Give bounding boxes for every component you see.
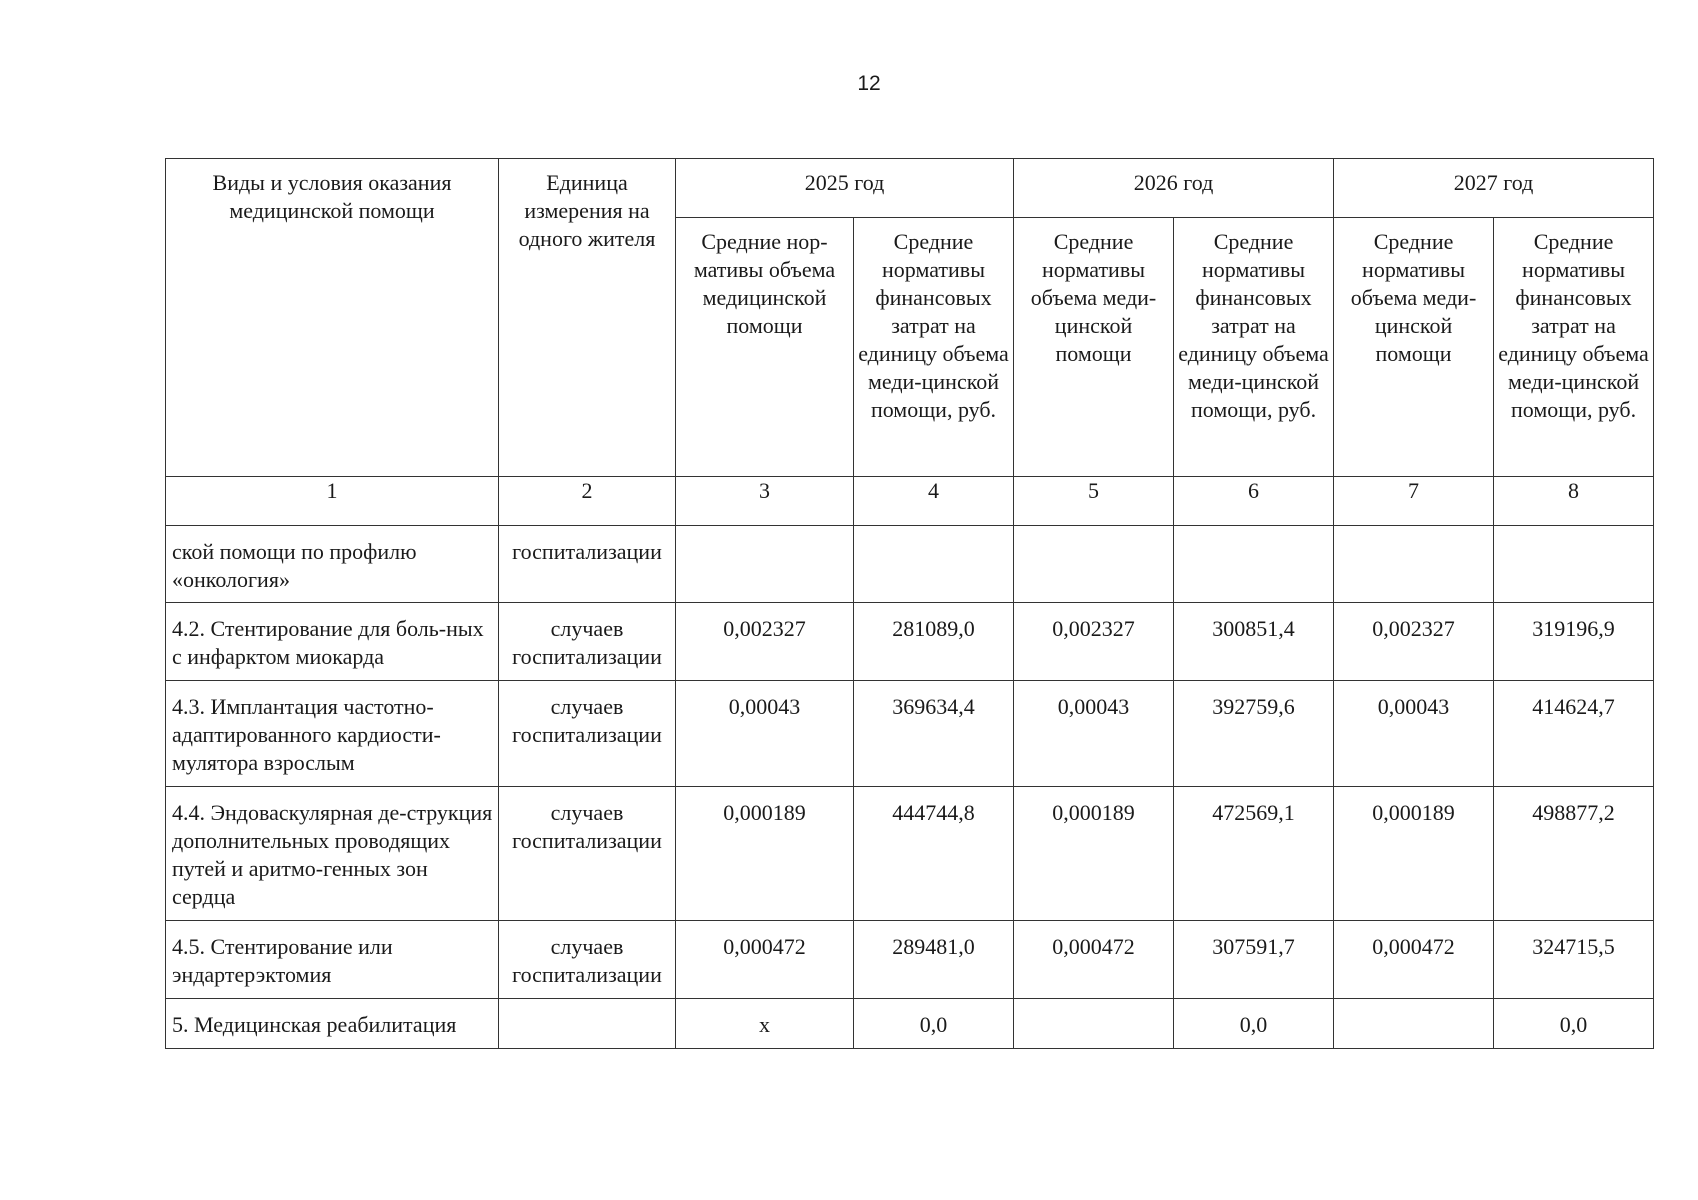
value-cell: х <box>676 999 854 1049</box>
value-cell: 0,00043 <box>1334 681 1494 787</box>
header-kinds-of-care: Виды и условия оказания медицинской помощи <box>166 159 499 477</box>
value-cell: 369634,4 <box>854 681 1014 787</box>
value-cell: 0,000472 <box>1334 921 1494 999</box>
table-row <box>166 603 1654 681</box>
value-cell: 0,000472 <box>676 921 854 999</box>
unit-cell <box>499 999 676 1049</box>
value-cell <box>1014 526 1174 603</box>
column-number: 4 <box>854 477 1014 526</box>
care-type-name: 4.2. Стентирование для боль-ных с инфарктом миокарда <box>166 603 499 681</box>
care-type-name: 4.5. Стентирование или эндартерэктомия <box>166 921 499 999</box>
value-cell <box>1494 526 1654 603</box>
value-cell: 392759,6 <box>1174 681 1334 787</box>
table-row <box>166 526 1654 603</box>
value-cell: 444744,8 <box>854 787 1014 921</box>
value-cell <box>1334 526 1494 603</box>
table-row <box>166 681 1654 787</box>
care-type-name: ской помощи по профилю «онкология» <box>166 526 499 603</box>
header-year-2027: 2027 год <box>1334 159 1654 218</box>
table-row <box>166 921 1654 999</box>
value-cell <box>676 526 854 603</box>
norms-table <box>165 158 1654 1049</box>
value-cell: 414624,7 <box>1494 681 1654 787</box>
column-number: 3 <box>676 477 854 526</box>
unit-cell: госпитализации <box>499 526 676 603</box>
value-cell: 324715,5 <box>1494 921 1654 999</box>
column-number: 5 <box>1014 477 1174 526</box>
value-cell <box>1174 526 1334 603</box>
value-cell: 0,002327 <box>676 603 854 681</box>
care-type-name: 4.3. Имплантация частотно-адаптированного кардиости-мулятора взрослым <box>166 681 499 787</box>
unit-cell: случаев госпитализации <box>499 603 676 681</box>
value-cell: 289481,0 <box>854 921 1014 999</box>
unit-cell: случаев госпитализации <box>499 681 676 787</box>
header-unit-per-resident: Единица измерения на одного жителя <box>499 159 676 477</box>
value-cell: 472569,1 <box>1174 787 1334 921</box>
care-type-name: 5. Медицинская реабилитация <box>166 999 499 1049</box>
value-cell: 0,0 <box>1174 999 1334 1049</box>
value-cell <box>854 526 1014 603</box>
value-cell: 0,0 <box>854 999 1014 1049</box>
header-cost-2025: Средние нормативы финансовых затрат на единицу объема меди-цинской помощи, руб. <box>854 218 1014 477</box>
value-cell: 307591,7 <box>1174 921 1334 999</box>
value-cell: 0,00043 <box>1014 681 1174 787</box>
header-volume-2027: Средние нормативы объема меди-цинской помощи <box>1334 218 1494 477</box>
header-volume-2026: Средние нормативы объема меди-цинской помощи <box>1014 218 1174 477</box>
value-cell: 0,002327 <box>1334 603 1494 681</box>
header-year-2025: 2025 год <box>676 159 1014 218</box>
header-cost-2027: Средние нормативы финансовых затрат на единицу объема меди-цинской помощи, руб. <box>1494 218 1654 477</box>
value-cell: 0,000472 <box>1014 921 1174 999</box>
value-cell: 0,002327 <box>1014 603 1174 681</box>
table-row <box>166 999 1654 1049</box>
column-number: 2 <box>499 477 676 526</box>
column-number: 6 <box>1174 477 1334 526</box>
value-cell: 0,000189 <box>1014 787 1174 921</box>
value-cell: 0,00043 <box>676 681 854 787</box>
column-number-row <box>166 477 1654 526</box>
column-number: 8 <box>1494 477 1654 526</box>
column-number: 7 <box>1334 477 1494 526</box>
value-cell: 281089,0 <box>854 603 1014 681</box>
care-type-name: 4.4. Эндоваскулярная де-струкция дополнительных проводящих путей и аритмо-генных зон сердца <box>166 787 499 921</box>
header-cost-2026: Средние нормативы финансовых затрат на единицу объема меди-цинской помощи, руб. <box>1174 218 1334 477</box>
value-cell: 498877,2 <box>1494 787 1654 921</box>
page-number: 12 <box>857 72 881 95</box>
table-row <box>166 787 1654 921</box>
value-cell: 300851,4 <box>1174 603 1334 681</box>
header-volume-2025: Средние нор-мативы объема медицинской помощи <box>676 218 854 477</box>
column-number: 1 <box>166 477 499 526</box>
unit-cell: случаев госпитализации <box>499 787 676 921</box>
header-year-2026: 2026 год <box>1014 159 1334 218</box>
value-cell: 319196,9 <box>1494 603 1654 681</box>
unit-cell: случаев госпитализации <box>499 921 676 999</box>
value-cell <box>1334 999 1494 1049</box>
value-cell: 0,000189 <box>676 787 854 921</box>
value-cell: 0,0 <box>1494 999 1654 1049</box>
value-cell: 0,000189 <box>1334 787 1494 921</box>
value-cell <box>1014 999 1174 1049</box>
